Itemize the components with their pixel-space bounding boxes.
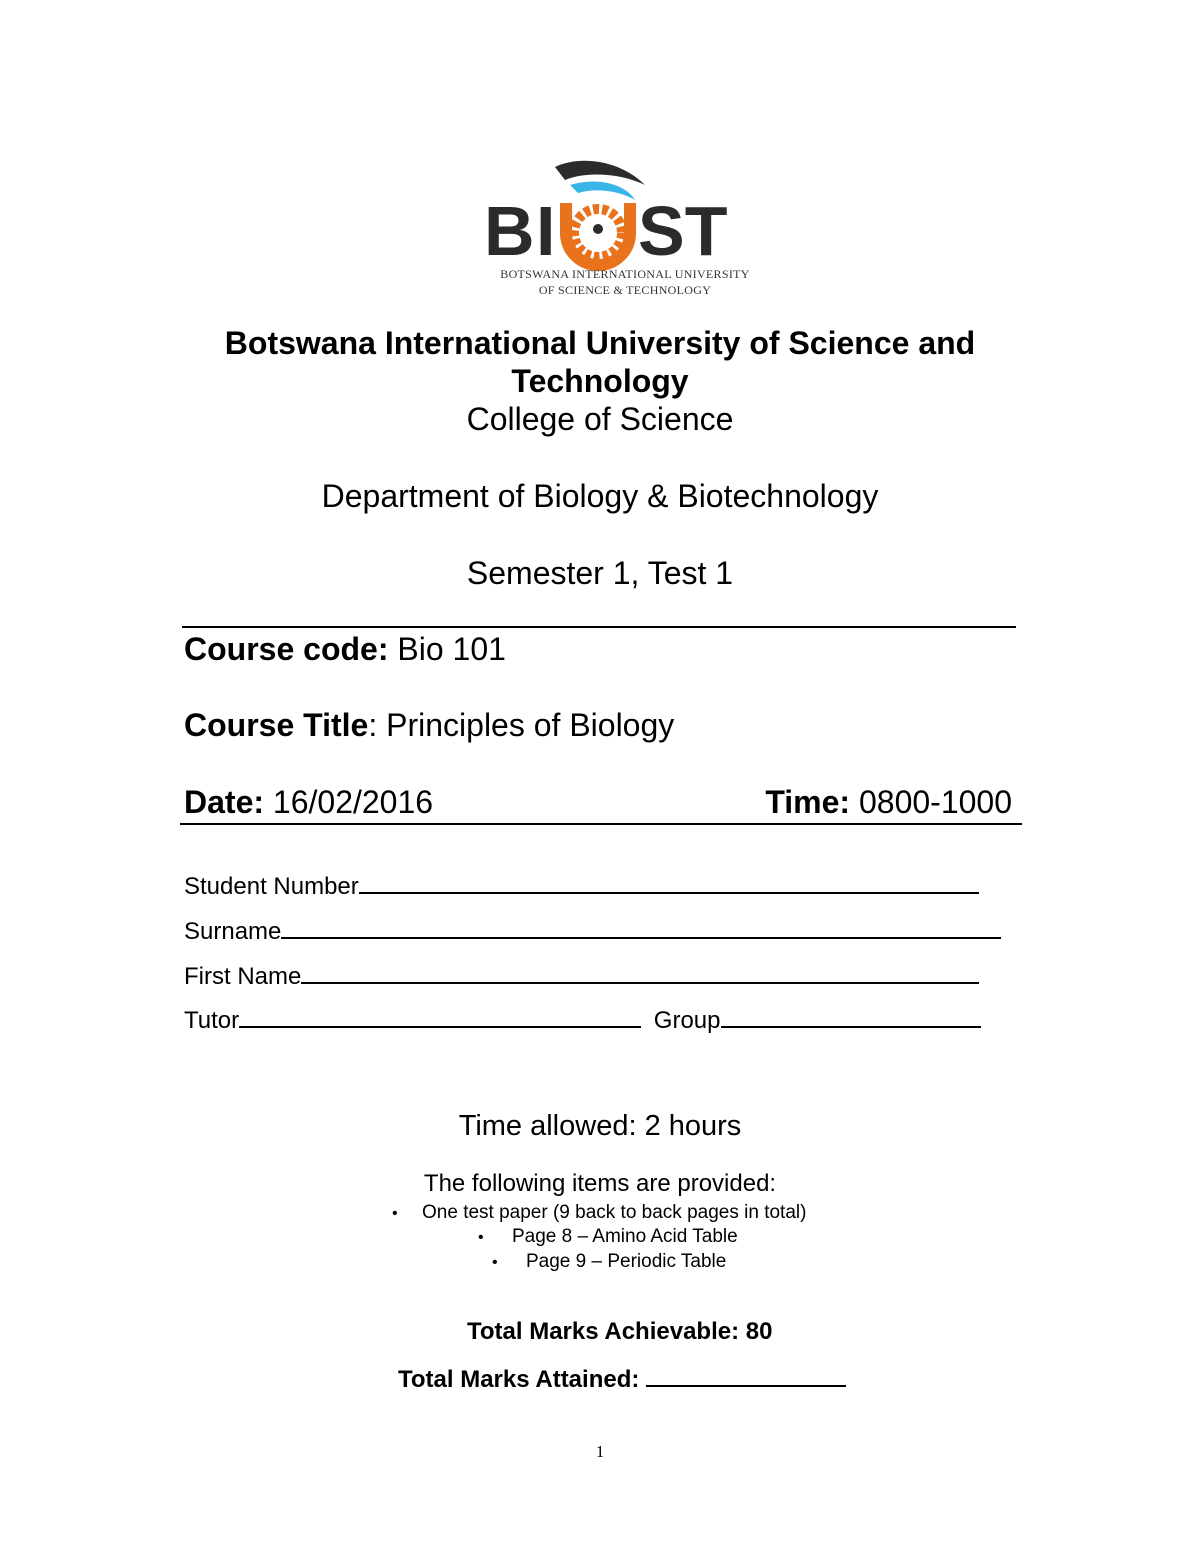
time-value: 0800-1000	[850, 784, 1012, 820]
time-line	[765, 784, 1012, 821]
tutor-label: Tutor	[184, 1007, 240, 1034]
course-code-line	[184, 631, 506, 668]
university-name-line-1: Botswana International University of Science and	[224, 325, 976, 361]
course-info-divider	[180, 823, 1022, 825]
svg-text:ST: ST	[638, 192, 728, 270]
time-label: Time:	[765, 784, 851, 820]
total-marks-attained-label: Total Marks Attained:	[398, 1366, 640, 1393]
date-label: Date:	[184, 784, 265, 820]
page-number: 1	[595, 1442, 605, 1461]
time-allowed: Time allowed: 2 hours	[458, 1110, 742, 1142]
provided-items-heading: The following items are provided:	[423, 1170, 777, 1197]
biust-logo-graphic	[470, 155, 780, 275]
tutor-group-field	[184, 1004, 981, 1034]
department-name: Department of Biology & Biotechnology	[321, 478, 879, 514]
svg-text:I: I	[536, 192, 556, 270]
course-title-value: : Principles of Biology	[368, 707, 675, 743]
group-blank[interactable]	[721, 1004, 981, 1028]
provided-item	[392, 1202, 806, 1224]
surname-blank[interactable]	[281, 915, 1001, 939]
surname-field	[184, 915, 1001, 945]
total-marks-attained-blank[interactable]	[646, 1363, 846, 1387]
college-name: College of Science	[466, 401, 734, 437]
logo-subtitle-line-1: BOTSWANA INTERNATIONAL UNIVERSITY	[500, 267, 750, 281]
student-number-label: Student Number	[184, 873, 359, 900]
header-divider	[182, 626, 1016, 628]
first-name-field	[184, 960, 979, 990]
svg-text:B: B	[484, 192, 535, 270]
student-number-field	[184, 870, 979, 900]
course-title-line	[184, 707, 674, 744]
date-line	[184, 784, 433, 821]
provided-item-text: Page 8 – Amino Acid Table	[512, 1226, 738, 1247]
provided-item	[492, 1251, 726, 1273]
logo-subtitle-line-2: OF SCIENCE & TECHNOLOGY	[538, 283, 712, 297]
provided-item-text: One test paper (9 back to back pages in total)	[422, 1202, 807, 1223]
provided-item-text: Page 9 – Periodic Table	[526, 1251, 727, 1272]
total-marks-achievable: Total Marks Achievable: 80	[467, 1318, 773, 1345]
course-code-label: Course code:	[184, 631, 389, 667]
bullet-icon: •	[392, 1205, 398, 1222]
total-marks-attained	[398, 1363, 846, 1394]
student-number-blank[interactable]	[359, 870, 979, 894]
semester-test: Semester 1, Test 1	[466, 555, 734, 591]
group-label: Group	[653, 1007, 721, 1034]
date-value: 16/02/2016	[264, 784, 434, 820]
bullet-icon: •	[492, 1254, 498, 1271]
biust-logo	[470, 155, 780, 305]
surname-label: Surname	[184, 918, 282, 945]
university-name-line-2: Technology	[511, 363, 689, 399]
first-name-blank[interactable]	[301, 960, 979, 984]
course-code-value: Bio 101	[388, 631, 506, 667]
provided-item	[478, 1226, 738, 1248]
bullet-icon: •	[478, 1229, 484, 1246]
tutor-blank[interactable]	[239, 1004, 641, 1028]
course-title-label: Course Title	[184, 707, 369, 743]
first-name-label: First Name	[184, 963, 302, 990]
